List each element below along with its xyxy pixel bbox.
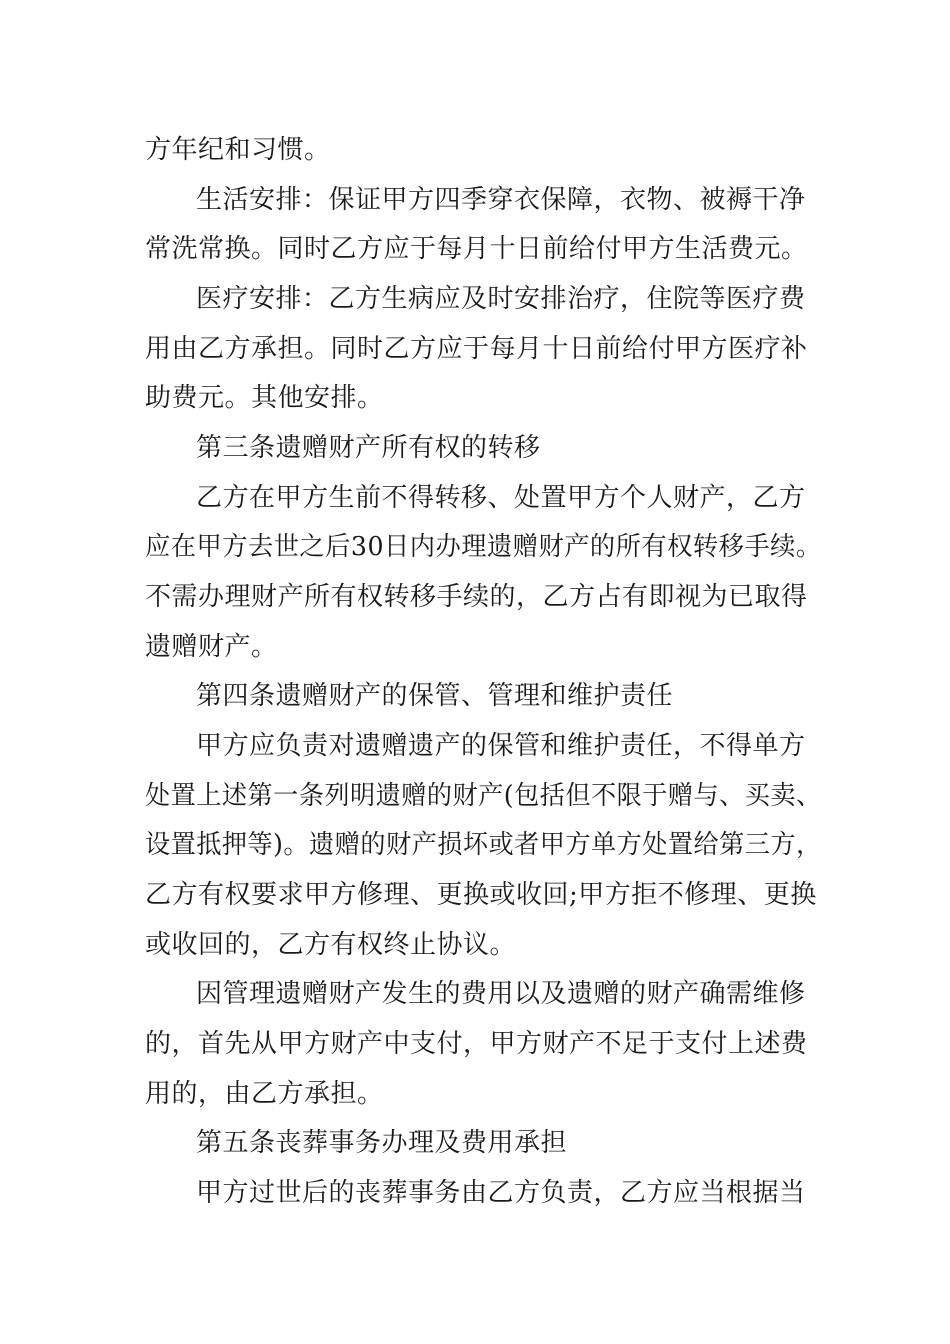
section-heading-4: 第四条遗赠财产的保管、管理和维护责任 [196,681,674,711]
text-line: 助费元。其他安排。 [145,383,384,413]
paragraph-line: 甲方应负责对遗赠遗产的保管和维护责任，不得单方 [196,731,806,761]
text-line: 方年纪和习惯。 [145,135,331,165]
paragraph-line: 乙方在甲方生前不得转移、处置甲方个人财产，乙方 [196,483,806,513]
text-line: 设置抵押等)。遗赠的财产损坏或者甲方单方处置给第三方， [145,830,822,860]
text-line: 不需办理财产所有权转移手续的，乙方占有即视为已取得 [145,582,808,612]
text-line: 处置上述第一条列明遗赠的财产(包括但不限于赠与、买卖、 [145,781,822,811]
text-line: 的，首先从甲方财产中支付，甲方财产不足于支付上述费 [145,1029,808,1059]
text-line: 乙方有权要求甲方修理、更换或收回;甲方拒不修理、更换 [145,880,817,910]
paragraph-line: 生活安排：保证甲方四季穿衣保障，衣物、被褥干净 [196,185,806,215]
paragraph-line: 甲方过世后的丧葬事务由乙方负责，乙方应当根据当 [196,1178,806,1208]
section-heading-3: 第三条遗赠财产所有权的转移 [196,433,541,463]
text-line: 用的，由乙方承担。 [145,1079,384,1109]
text-line: 或收回的，乙方有权终止协议。 [145,930,517,960]
text-line: 常洗常换。同时乙方应于每月十日前给付甲方生活费元。 [145,234,808,264]
section-heading-5: 第五条丧葬事务办理及费用承担 [196,1128,568,1158]
paragraph-line: 因管理遗赠财产发生的费用以及遗赠的财产确需维修 [196,979,806,1009]
text-line: 用由乙方承担。同时乙方应于每月十日前给付甲方医疗补 [145,334,808,364]
paragraph-line: 医疗安排：乙方生病应及时安排治疗，住院等医疗费 [196,284,806,314]
text-line: 应在甲方去世之后30日内办理遗赠财产的所有权转移手续。 [145,532,822,562]
text-line: 遗赠财产。 [145,632,278,662]
